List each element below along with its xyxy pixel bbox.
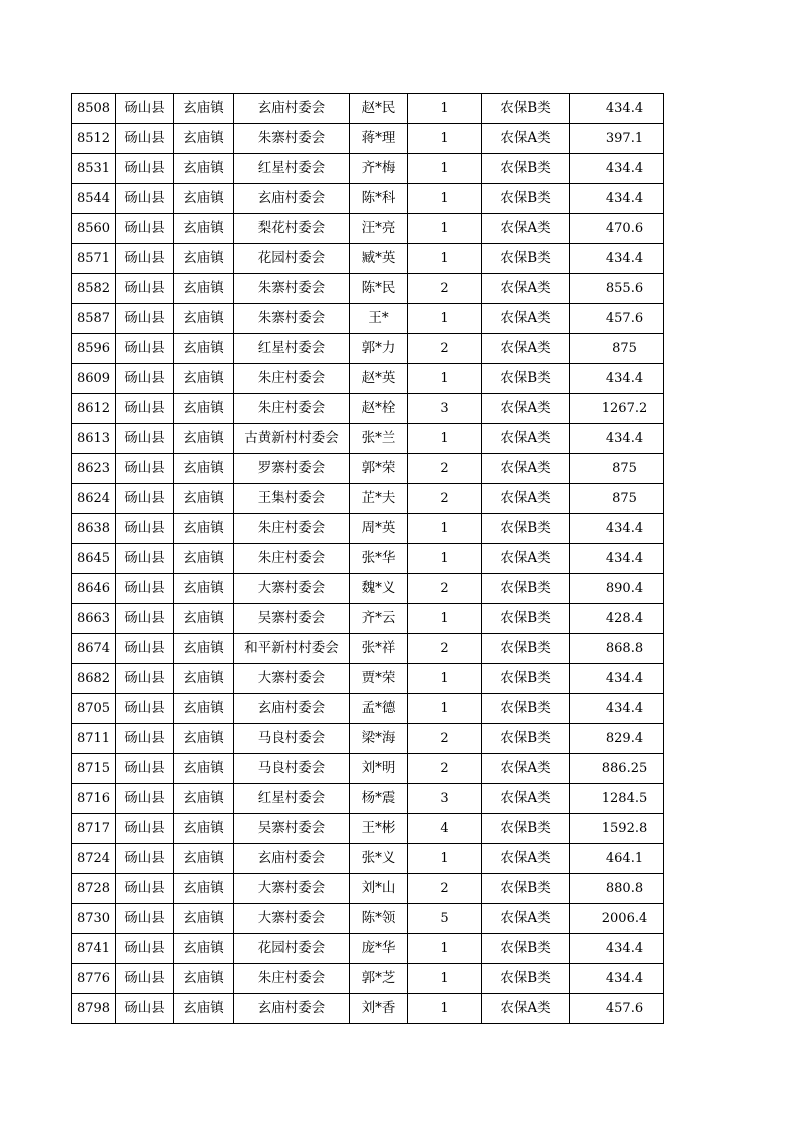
cell-amount: 434.4 [570,244,664,274]
cell-id: 8663 [72,604,116,634]
cell-village: 朱庄村委会 [234,964,350,994]
cell-count: 1 [408,94,482,124]
cell-name: 张*兰 [350,424,408,454]
cell-id: 8728 [72,874,116,904]
cell-village: 朱庄村委会 [234,364,350,394]
table-row [72,334,664,364]
cell-name: 蒋*理 [350,124,408,154]
cell-village: 大寨村委会 [234,904,350,934]
table-row [72,424,664,454]
cell-name: 张*义 [350,844,408,874]
cell-village: 朱寨村委会 [234,304,350,334]
cell-id: 8717 [72,814,116,844]
cell-id: 8674 [72,634,116,664]
table-row [72,964,664,994]
cell-type: 农保A类 [482,754,570,784]
cell-count: 2 [408,574,482,604]
cell-county: 砀山县 [116,364,174,394]
cell-county: 砀山县 [116,874,174,904]
cell-name: 郭*力 [350,334,408,364]
cell-village: 梨花村委会 [234,214,350,244]
table-row [72,784,664,814]
cell-id: 8646 [72,574,116,604]
cell-village: 朱庄村委会 [234,394,350,424]
cell-name: 刘*香 [350,994,408,1024]
cell-name: 魏*义 [350,574,408,604]
cell-village: 大寨村委会 [234,574,350,604]
cell-name: 汪*亮 [350,214,408,244]
cell-amount: 434.4 [570,934,664,964]
cell-name: 刘*明 [350,754,408,784]
table-row [72,94,664,124]
table-row [72,814,664,844]
cell-town: 玄庙镇 [174,904,234,934]
cell-village: 大寨村委会 [234,874,350,904]
cell-village: 王集村委会 [234,484,350,514]
cell-amount: 1267.2 [570,394,664,424]
cell-amount: 434.4 [570,694,664,724]
cell-name: 赵*英 [350,364,408,394]
cell-id: 8587 [72,304,116,334]
cell-type: 农保A类 [482,544,570,574]
cell-id: 8638 [72,514,116,544]
cell-type: 农保A类 [482,994,570,1024]
cell-county: 砀山县 [116,94,174,124]
cell-id: 8582 [72,274,116,304]
cell-type: 农保B类 [482,934,570,964]
cell-count: 1 [408,244,482,274]
cell-count: 1 [408,214,482,244]
cell-village: 花园村委会 [234,934,350,964]
cell-type: 农保A类 [482,214,570,244]
cell-count: 1 [408,664,482,694]
cell-town: 玄庙镇 [174,694,234,724]
table-row [72,604,664,634]
cell-id: 8624 [72,484,116,514]
cell-type: 农保B类 [482,184,570,214]
cell-village: 马良村委会 [234,754,350,784]
table-row [72,154,664,184]
cell-count: 2 [408,274,482,304]
cell-village: 古黄新村村委会 [234,424,350,454]
cell-town: 玄庙镇 [174,724,234,754]
table-row [72,454,664,484]
cell-county: 砀山县 [116,544,174,574]
cell-amount: 434.4 [570,964,664,994]
cell-county: 砀山县 [116,844,174,874]
cell-amount: 434.4 [570,424,664,454]
cell-village: 朱寨村委会 [234,274,350,304]
table-row [72,934,664,964]
cell-name: 贾*荣 [350,664,408,694]
cell-amount: 875 [570,334,664,364]
cell-village: 朱庄村委会 [234,514,350,544]
cell-type: 农保B类 [482,634,570,664]
cell-type: 农保A类 [482,334,570,364]
cell-amount: 457.6 [570,994,664,1024]
cell-village: 红星村委会 [234,334,350,364]
cell-id: 8508 [72,94,116,124]
cell-town: 玄庙镇 [174,544,234,574]
table-row [72,694,664,724]
cell-town: 玄庙镇 [174,364,234,394]
cell-amount: 1592.8 [570,814,664,844]
cell-amount: 434.4 [570,664,664,694]
cell-count: 1 [408,964,482,994]
cell-town: 玄庙镇 [174,874,234,904]
cell-id: 8705 [72,694,116,724]
cell-id: 8596 [72,334,116,364]
table-row [72,754,664,784]
cell-village: 玄庙村委会 [234,694,350,724]
cell-id: 8571 [72,244,116,274]
cell-village: 马良村委会 [234,724,350,754]
cell-type: 农保B类 [482,94,570,124]
cell-type: 农保A类 [482,394,570,424]
cell-county: 砀山县 [116,244,174,274]
cell-amount: 868.8 [570,634,664,664]
cell-count: 4 [408,814,482,844]
cell-town: 玄庙镇 [174,454,234,484]
cell-village: 和平新村村委会 [234,634,350,664]
cell-name: 张*祥 [350,634,408,664]
table-row [72,844,664,874]
table-row [72,244,664,274]
cell-count: 2 [408,454,482,484]
cell-id: 8544 [72,184,116,214]
cell-town: 玄庙镇 [174,214,234,244]
table-row [72,514,664,544]
cell-county: 砀山县 [116,154,174,184]
cell-town: 玄庙镇 [174,604,234,634]
cell-amount: 875 [570,484,664,514]
cell-id: 8715 [72,754,116,784]
cell-town: 玄庙镇 [174,964,234,994]
cell-name: 梁*海 [350,724,408,754]
cell-county: 砀山县 [116,514,174,544]
cell-county: 砀山县 [116,994,174,1024]
cell-amount: 434.4 [570,544,664,574]
cell-county: 砀山县 [116,214,174,244]
cell-county: 砀山县 [116,784,174,814]
cell-town: 玄庙镇 [174,634,234,664]
cell-id: 8613 [72,424,116,454]
cell-name: 陈*科 [350,184,408,214]
cell-county: 砀山县 [116,274,174,304]
table-row [72,364,664,394]
cell-name: 赵*民 [350,94,408,124]
cell-id: 8716 [72,784,116,814]
cell-town: 玄庙镇 [174,784,234,814]
cell-type: 农保B类 [482,154,570,184]
table-row [72,664,664,694]
cell-amount: 434.4 [570,154,664,184]
cell-id: 8645 [72,544,116,574]
cell-count: 1 [408,514,482,544]
table-row [72,724,664,754]
cell-village: 吴寨村委会 [234,604,350,634]
cell-county: 砀山县 [116,934,174,964]
cell-count: 3 [408,784,482,814]
cell-county: 砀山县 [116,484,174,514]
cell-count: 1 [408,694,482,724]
cell-town: 玄庙镇 [174,304,234,334]
cell-id: 8798 [72,994,116,1024]
cell-name: 齐*梅 [350,154,408,184]
cell-county: 砀山县 [116,724,174,754]
cell-type: 农保B类 [482,964,570,994]
table-body [72,94,664,1024]
cell-town: 玄庙镇 [174,934,234,964]
cell-village: 玄庙村委会 [234,994,350,1024]
cell-town: 玄庙镇 [174,754,234,784]
cell-name: 周*英 [350,514,408,544]
cell-amount: 434.4 [570,94,664,124]
cell-town: 玄庙镇 [174,484,234,514]
cell-type: 农保B类 [482,574,570,604]
cell-town: 玄庙镇 [174,274,234,304]
cell-type: 农保A类 [482,484,570,514]
cell-name: 孟*德 [350,694,408,724]
cell-id: 8776 [72,964,116,994]
table-row [72,304,664,334]
table-row [72,484,664,514]
cell-amount: 428.4 [570,604,664,634]
cell-amount: 434.4 [570,514,664,544]
cell-town: 玄庙镇 [174,994,234,1024]
cell-town: 玄庙镇 [174,244,234,274]
cell-amount: 434.4 [570,184,664,214]
cell-town: 玄庙镇 [174,334,234,364]
cell-type: 农保A类 [482,304,570,334]
cell-id: 8623 [72,454,116,484]
cell-count: 1 [408,604,482,634]
cell-amount: 470.6 [570,214,664,244]
cell-id: 8531 [72,154,116,184]
cell-type: 农保A类 [482,424,570,454]
cell-count: 1 [408,424,482,454]
cell-county: 砀山县 [116,904,174,934]
cell-amount: 886.25 [570,754,664,784]
cell-type: 农保B类 [482,364,570,394]
table-row [72,394,664,424]
table-row [72,874,664,904]
cell-village: 玄庙村委会 [234,184,350,214]
cell-count: 1 [408,124,482,154]
cell-county: 砀山县 [116,394,174,424]
cell-name: 齐*云 [350,604,408,634]
cell-county: 砀山县 [116,754,174,784]
cell-village: 罗寨村委会 [234,454,350,484]
cell-amount: 875 [570,454,664,484]
cell-type: 农保B类 [482,514,570,544]
cell-name: 庞*华 [350,934,408,964]
cell-id: 8512 [72,124,116,154]
cell-count: 2 [408,724,482,754]
table-row [72,904,664,934]
cell-town: 玄庙镇 [174,424,234,454]
cell-count: 1 [408,934,482,964]
cell-county: 砀山县 [116,334,174,364]
cell-village: 大寨村委会 [234,664,350,694]
cell-type: 农保B类 [482,874,570,904]
cell-town: 玄庙镇 [174,184,234,214]
cell-count: 1 [408,844,482,874]
table-row [72,184,664,214]
cell-amount: 464.1 [570,844,664,874]
cell-count: 1 [408,304,482,334]
cell-name: 王* [350,304,408,334]
cell-id: 8682 [72,664,116,694]
cell-town: 玄庙镇 [174,844,234,874]
cell-name: 王*彬 [350,814,408,844]
cell-amount: 890.4 [570,574,664,604]
table-row [72,274,664,304]
cell-count: 1 [408,184,482,214]
cell-type: 农保B类 [482,664,570,694]
cell-village: 朱庄村委会 [234,544,350,574]
cell-id: 8741 [72,934,116,964]
cell-type: 农保B类 [482,604,570,634]
cell-county: 砀山县 [116,604,174,634]
cell-county: 砀山县 [116,664,174,694]
cell-type: 农保A类 [482,844,570,874]
table-row [72,574,664,604]
cell-town: 玄庙镇 [174,124,234,154]
cell-county: 砀山县 [116,574,174,604]
cell-amount: 1284.5 [570,784,664,814]
table-row [72,994,664,1024]
cell-county: 砀山县 [116,454,174,484]
cell-county: 砀山县 [116,964,174,994]
cell-name: 臧*英 [350,244,408,274]
table-row [72,544,664,574]
cell-county: 砀山县 [116,424,174,454]
cell-name: 郭*芝 [350,964,408,994]
cell-county: 砀山县 [116,814,174,844]
cell-village: 玄庙村委会 [234,94,350,124]
cell-town: 玄庙镇 [174,394,234,424]
cell-count: 3 [408,394,482,424]
cell-type: 农保B类 [482,814,570,844]
cell-count: 1 [408,994,482,1024]
cell-type: 农保A类 [482,904,570,934]
cell-town: 玄庙镇 [174,514,234,544]
table-row [72,124,664,154]
cell-type: 农保B类 [482,244,570,274]
cell-town: 玄庙镇 [174,664,234,694]
cell-id: 8560 [72,214,116,244]
cell-village: 红星村委会 [234,784,350,814]
cell-village: 朱寨村委会 [234,124,350,154]
cell-amount: 397.1 [570,124,664,154]
cell-type: 农保A类 [482,784,570,814]
cell-count: 1 [408,154,482,184]
cell-type: 农保A类 [482,274,570,304]
cell-name: 刘*山 [350,874,408,904]
cell-county: 砀山县 [116,694,174,724]
cell-village: 红星村委会 [234,154,350,184]
cell-name: 张*华 [350,544,408,574]
recipient-table [71,93,664,1024]
cell-name: 杨*震 [350,784,408,814]
cell-id: 8612 [72,394,116,424]
cell-amount: 2006.4 [570,904,664,934]
cell-type: 农保A类 [482,454,570,484]
cell-amount: 434.4 [570,364,664,394]
cell-amount: 880.8 [570,874,664,904]
cell-count: 1 [408,544,482,574]
cell-amount: 829.4 [570,724,664,754]
cell-town: 玄庙镇 [174,814,234,844]
cell-type: 农保B类 [482,694,570,724]
cell-town: 玄庙镇 [174,94,234,124]
cell-name: 赵*栓 [350,394,408,424]
cell-name: 郭*荣 [350,454,408,484]
cell-type: 农保B类 [482,724,570,754]
cell-village: 花园村委会 [234,244,350,274]
cell-count: 2 [408,634,482,664]
cell-town: 玄庙镇 [174,154,234,184]
cell-village: 玄庙村委会 [234,844,350,874]
cell-town: 玄庙镇 [174,574,234,604]
cell-amount: 457.6 [570,304,664,334]
table-row [72,214,664,244]
cell-county: 砀山县 [116,124,174,154]
cell-county: 砀山县 [116,184,174,214]
cell-id: 8724 [72,844,116,874]
cell-id: 8609 [72,364,116,394]
cell-type: 农保A类 [482,124,570,154]
cell-count: 1 [408,364,482,394]
cell-count: 2 [408,754,482,784]
table-row [72,634,664,664]
cell-name: 陈*民 [350,274,408,304]
cell-amount: 855.6 [570,274,664,304]
cell-count: 2 [408,334,482,364]
cell-id: 8711 [72,724,116,754]
cell-count: 2 [408,484,482,514]
cell-name: 陈*领 [350,904,408,934]
cell-name: 芷*夫 [350,484,408,514]
cell-county: 砀山县 [116,304,174,334]
cell-id: 8730 [72,904,116,934]
cell-count: 5 [408,904,482,934]
cell-county: 砀山县 [116,634,174,664]
cell-village: 吴寨村委会 [234,814,350,844]
cell-count: 2 [408,874,482,904]
